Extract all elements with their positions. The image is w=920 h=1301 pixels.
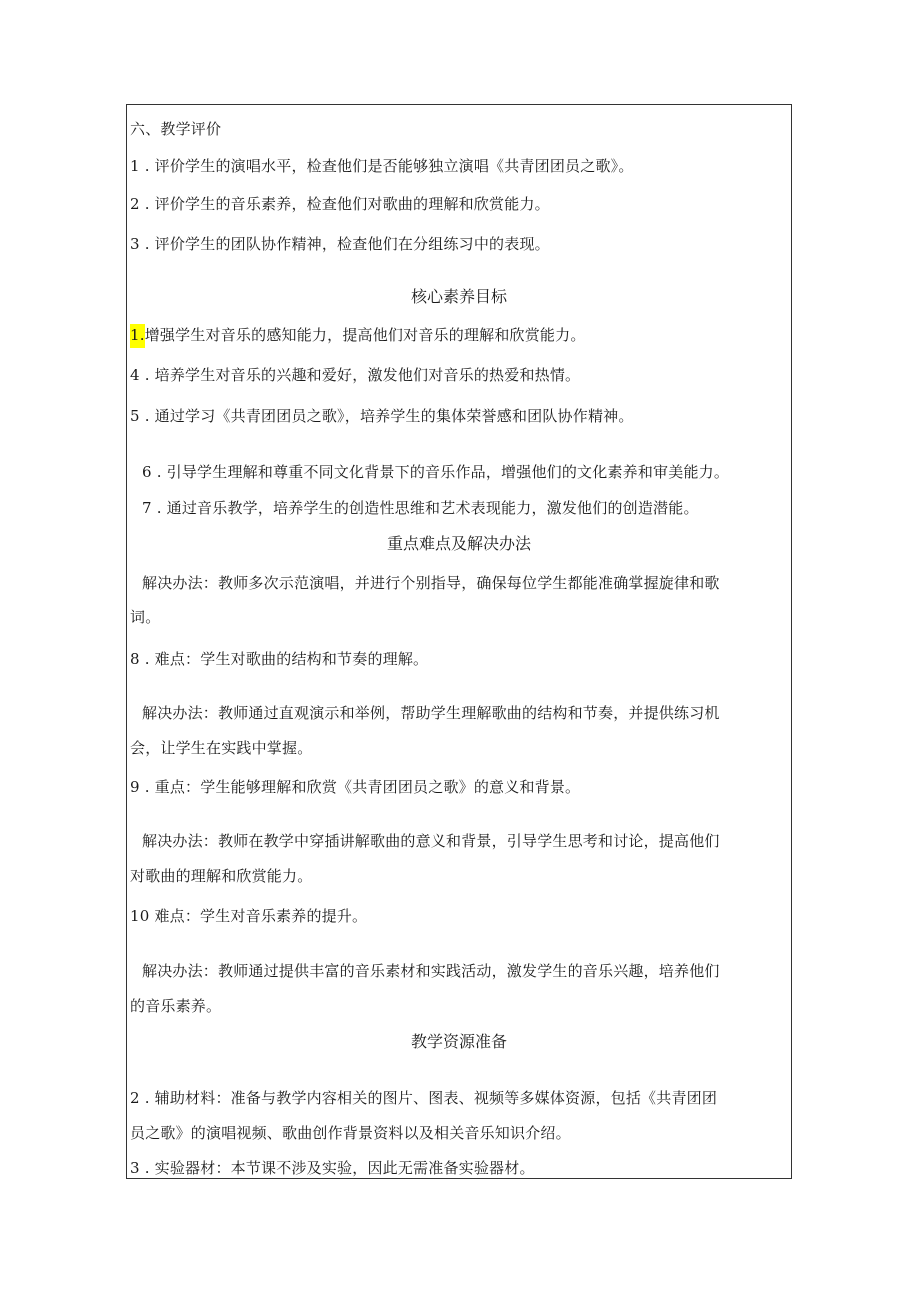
key-item-9: 9 . 重点：学生能够理解和欣赏《共青团团员之歌》的意义和背景。 xyxy=(130,778,581,796)
core-item-4: 4 . 培养学生对音乐的兴趣和爱好，激发他们对音乐的热爱和热情。 xyxy=(130,366,581,384)
solution-2-line-1: 解决办法：教师通过直观演示和举例，帮助学生理解歌曲的结构和节奏，并提供练习机 xyxy=(142,704,720,722)
solution-3-line-1: 解决办法：教师在教学中穿插讲解歌曲的意义和背景，引导学生思考和讨论，提高他们 xyxy=(142,832,720,850)
core-item-1-text: 增强学生对音乐的感知能力，提高他们对音乐的理解和欣赏能力。 xyxy=(144,326,586,344)
solution-3-line-2: 对歌曲的理解和欣赏能力。 xyxy=(130,867,313,885)
resources-item-2-line-1: 2 . 辅助材料：准备与教学内容相关的图片、图表、视频等多媒体资源，包括《共青团团 xyxy=(130,1089,718,1107)
key-section-title: 重点难点及解决办法 xyxy=(386,534,531,553)
core-item-1 xyxy=(130,326,586,344)
document-table-frame xyxy=(126,104,792,1179)
resources-item-2-line-2: 员之歌》的演唱视频、歌曲创作背景资料以及相关音乐知识介绍。 xyxy=(130,1124,571,1142)
solution-4-line-1: 解决办法：教师通过提供丰富的音乐素材和实践活动，激发学生的音乐兴趣，培养他们 xyxy=(142,962,720,980)
solution-1-line-2: 词。 xyxy=(130,608,161,626)
resources-item-3: 3 . 实验器材：本节课不涉及实验，因此无需准备实验器材。 xyxy=(130,1159,535,1177)
solution-1-line-1: 解决办法：教师多次示范演唱，并进行个别指导，确保每位学生都能准确掌握旋律和歌 xyxy=(142,574,720,592)
core-item-5: 5 . 通过学习《共青团团员之歌》，培养学生的集体荣誉感和团队协作精神。 xyxy=(130,407,634,425)
solution-2-line-2: 会，让学生在实践中掌握。 xyxy=(130,739,313,757)
core-section-title: 核心素养目标 xyxy=(410,287,507,306)
eval-section-title: 六、教学评价 xyxy=(130,120,222,138)
core-item-7: 7 . 通过音乐教学，培养学生的创造性思维和艺术表现能力，激发他们的创造潜能。 xyxy=(142,499,699,517)
highlighted-item-number: 1. xyxy=(130,324,145,348)
key-item-10: 10 难点：学生对音乐素养的提升。 xyxy=(130,907,368,925)
resources-section-title: 教学资源准备 xyxy=(410,1032,507,1051)
eval-item-1: 1 . 评价学生的演唱水平，检查他们是否能够独立演唱《共青团团员之歌》。 xyxy=(130,157,634,175)
eval-item-2: 2 . 评价学生的音乐素养，检查他们对歌曲的理解和欣赏能力。 xyxy=(130,195,550,213)
core-item-6: 6 . 引导学生理解和尊重不同文化背景下的音乐作品，增强他们的文化素养和审美能力。 xyxy=(142,463,730,481)
eval-item-3: 3 . 评价学生的团队协作精神，检查他们在分组练习中的表现。 xyxy=(130,235,550,253)
key-item-8: 8 . 难点：学生对歌曲的结构和节奏的理解。 xyxy=(130,650,429,668)
solution-4-line-2: 的音乐素养。 xyxy=(130,997,222,1015)
